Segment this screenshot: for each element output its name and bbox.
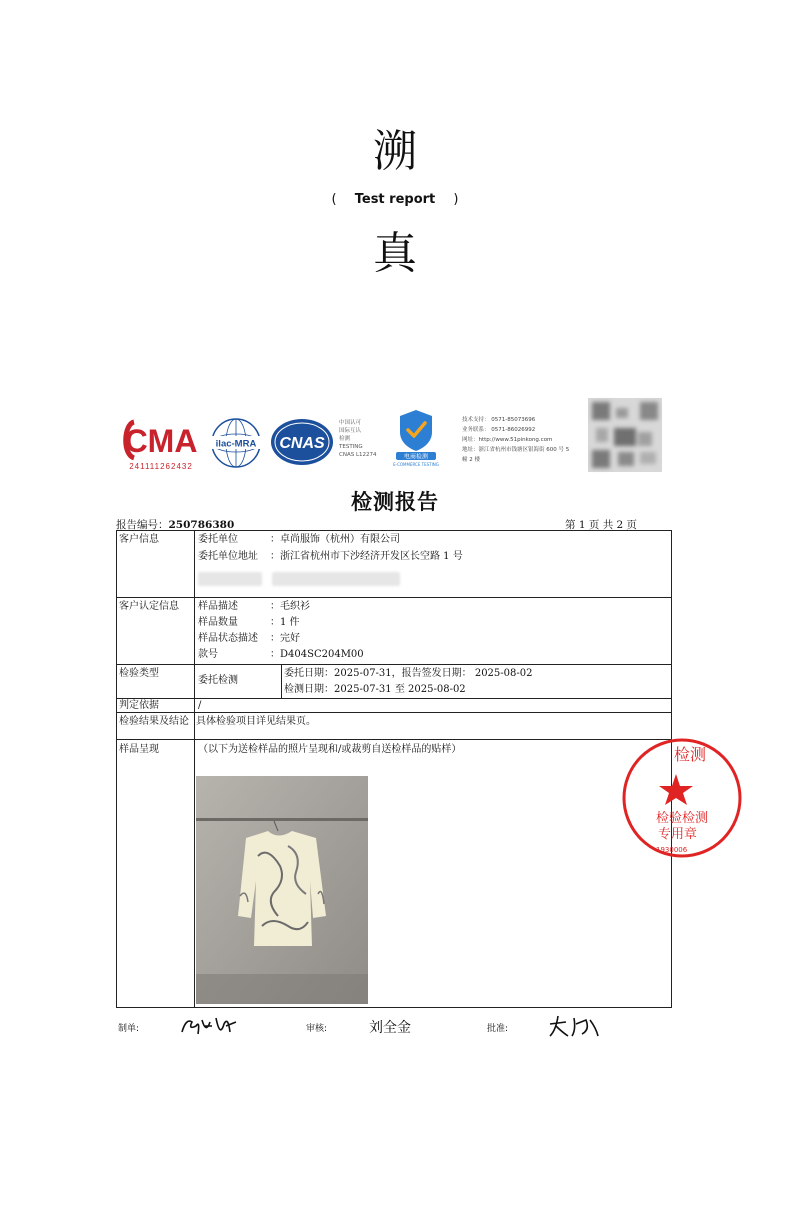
subtitle-close: ) (453, 192, 459, 207)
svg-text:CNAS: CNAS (279, 435, 325, 452)
test-type-label: 检验类型 (119, 668, 159, 679)
row-divider (116, 597, 672, 598)
client-address-label: 委托单位地址 (198, 551, 258, 562)
report-title: 检测报告 (351, 489, 439, 514)
result-label: 检验结果及结论 (119, 716, 189, 727)
basis-label: 判定依据 (119, 700, 159, 711)
report-number: 报告编号：250786380 (116, 519, 235, 531)
svg-text:专用章: 专用章 (658, 827, 698, 842)
sample-desc-value: ：毛织衫 (270, 601, 310, 612)
cover-char-bottom: 真 (373, 228, 417, 279)
redacted-field (198, 572, 262, 586)
confirm-section-label: 客户认定信息 (119, 601, 179, 612)
review-label: 审核: (306, 1024, 328, 1034)
style-no-value: ：D404SC204M00 (270, 649, 364, 660)
svg-text:E-COMMERCE TESTING: E-COMMERCE TESTING (393, 462, 439, 467)
approve-signature (546, 1012, 602, 1040)
result-value: 具体检验项目详见结果页。 (196, 716, 316, 727)
svg-text:1930006: 1930006 (656, 846, 688, 854)
sample-state-label: 样品状态描述 (198, 633, 258, 644)
accreditation-text: 中国认可 国际互认 检测 TESTING CNAS L12274 (339, 420, 377, 458)
row-divider (116, 712, 672, 713)
review-name: 刘全金 (369, 1020, 411, 1036)
svg-text:CMA: CMA (124, 423, 198, 459)
sample-photo (196, 776, 368, 1004)
svg-text:检测: 检测 (674, 745, 707, 764)
client-section-label: 客户信息 (119, 534, 159, 545)
column-divider (194, 530, 195, 1008)
presentation-note: （以下为送检样品的照片呈现和/或裁剪自送检样品的贴样） (198, 744, 462, 755)
sample-state-value: ：完好 (270, 633, 300, 644)
cover-char-top: 溯 (373, 126, 417, 177)
svg-text:241111262432: 241111262432 (129, 462, 193, 471)
sample-desc-label: 样品描述 (198, 601, 238, 612)
approve-label: 批准: (487, 1024, 509, 1034)
subtitle (0, 192, 790, 207)
row-divider (116, 664, 672, 665)
client-unit-label: 委托单位 (198, 534, 238, 545)
redacted-field (272, 572, 400, 586)
page-indicator: 第 1 页 共 2 页 (565, 519, 638, 531)
ecommerce-testing-logo (388, 408, 444, 468)
sample-qty-value: ：1 件 (270, 617, 300, 628)
svg-text:ilac-MRA: ilac-MRA (215, 438, 257, 450)
test-date-line: 检测日期：2025-07-31 至 2025-08-02 (284, 684, 466, 695)
row-divider (116, 739, 672, 740)
svg-text:检验检测: 检验检测 (656, 811, 709, 826)
client-address-value: ：浙江省杭州市下沙经济开发区长空路 1 号 (270, 551, 463, 562)
column-divider (281, 664, 282, 698)
svg-text:电商检测: 电商检测 (403, 453, 429, 461)
inspection-stamp (652, 736, 709, 860)
qr-code-blurred (588, 398, 662, 472)
subtitle-text: Test report (354, 192, 436, 207)
style-no-label: 款号 (198, 649, 218, 660)
entrust-date-line: 委托日期：2025-07-31，报告签发日期： 2025-08-02 (284, 668, 533, 679)
made-by-signature (178, 1012, 242, 1040)
client-unit-value: ：卓尚服饰（杭州）有限公司 (270, 534, 400, 545)
ilac-mra-logo (210, 416, 262, 470)
test-type-value: 委托检测 (198, 675, 238, 686)
made-by-label: 制单: (118, 1024, 140, 1034)
cnas-logo (270, 418, 334, 466)
cma-logo (120, 414, 202, 474)
sample-qty-label: 样品数量 (198, 617, 238, 628)
presentation-label: 样品呈现 (119, 744, 159, 755)
subtitle-open: ( (331, 192, 337, 207)
basis-value: / (198, 700, 202, 711)
contact-info: 技术支持： 0571-85073696 业务联系： 0571-86026992 网址：http://www.51pinkong.com 地址：浙江省杭州市钱塘区银海街 600 号 5 幢 2 楼 (462, 417, 570, 463)
